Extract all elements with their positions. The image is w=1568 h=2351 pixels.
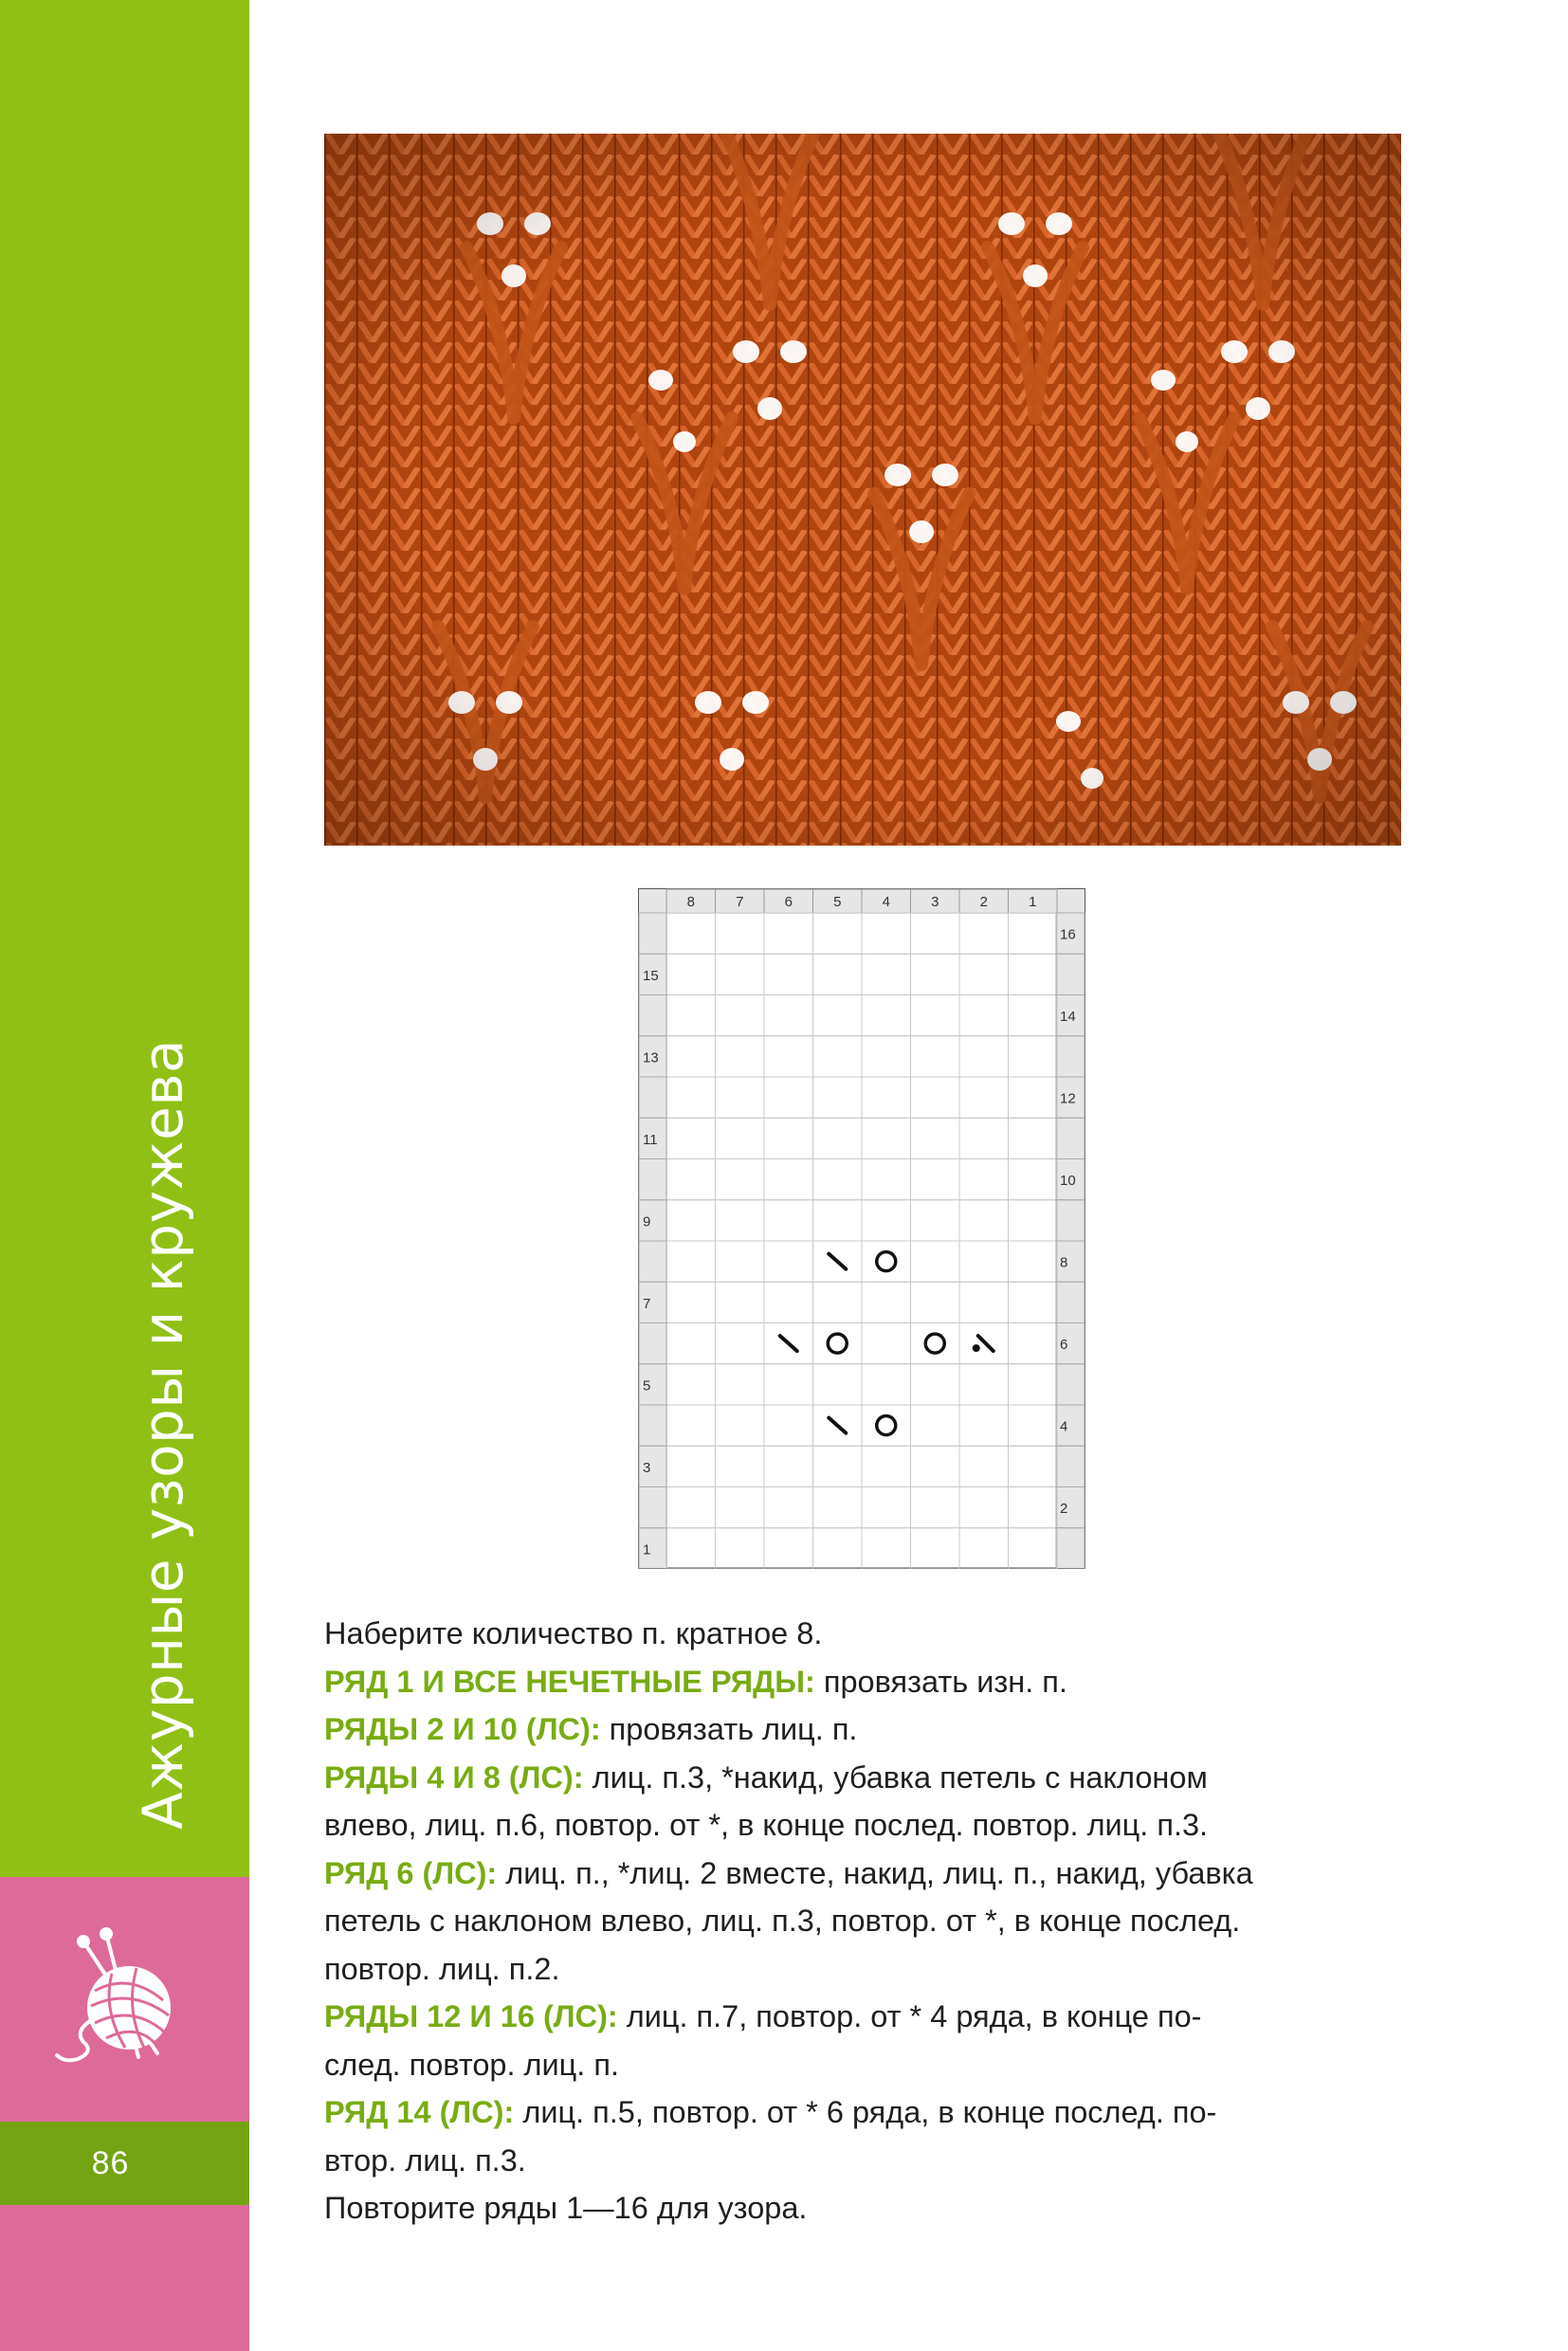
row-2-10-line bbox=[324, 1705, 1414, 1754]
row-label-left: 11 bbox=[643, 1131, 658, 1148]
pattern-instructions bbox=[324, 1610, 1414, 2233]
column-label: 1 bbox=[1029, 894, 1037, 910]
row-6-line bbox=[324, 1850, 1414, 1898]
row-label: РЯДЫ 4 И 8 (ЛС): bbox=[324, 1759, 584, 1795]
row-text: лиц. п.5, повтор. от * 6 ряда, в конце послед. по- bbox=[514, 2095, 1217, 2129]
row-12-16-line bbox=[324, 1993, 1414, 2041]
row-label-right: 6 bbox=[1060, 1337, 1068, 1354]
sidebar-pink-bottom bbox=[0, 2205, 249, 2351]
row-label: РЯД 6 (ЛС): bbox=[324, 1855, 498, 1890]
row-label: РЯД 14 (ЛС): bbox=[324, 2095, 515, 2129]
intro-line: Наберите количество п. кратное 8. bbox=[324, 1616, 823, 1650]
column-label: 7 bbox=[736, 894, 744, 910]
row-label-left: 9 bbox=[643, 1213, 651, 1230]
row-label-right: 16 bbox=[1060, 926, 1076, 943]
row-label-left: 7 bbox=[643, 1295, 651, 1312]
row-text: провязать лиц. п. bbox=[600, 1712, 858, 1746]
row-label-left: 15 bbox=[643, 967, 659, 984]
chart-right-strip bbox=[1056, 889, 1085, 1568]
row-label: РЯДЫ 2 И 10 (ЛС): bbox=[324, 1712, 601, 1746]
row-label-left: 1 bbox=[643, 1541, 651, 1558]
row-text: лиц. п.3, *накид, убавка петель с наклоном bbox=[583, 1759, 1208, 1795]
row-1-line bbox=[324, 1658, 1414, 1706]
row-label-left: 3 bbox=[643, 1459, 651, 1476]
row-label-left: 5 bbox=[643, 1377, 651, 1394]
row-text: лиц. п.7, повтор. от * 4 ряда, в конце по- bbox=[617, 1999, 1202, 2033]
row-text: лиц. п., *лиц. 2 вместе, накид, лиц. п., накид, убавка bbox=[497, 1855, 1253, 1890]
row-label-right: 12 bbox=[1060, 1090, 1076, 1107]
row-label-right: 2 bbox=[1060, 1501, 1068, 1518]
row-label-right: 8 bbox=[1060, 1254, 1068, 1271]
row-4-8-cont: влево, лиц. п.6, повтор. от *, в конце послед. повтор. лиц. п.3. bbox=[324, 1808, 1209, 1842]
outro-line: Повторите ряды 1—16 для узора. bbox=[324, 2191, 808, 2225]
section-title: Ажурные узоры и кружева bbox=[131, 1038, 195, 1830]
row-text: провязать изн. п. bbox=[814, 1664, 1067, 1699]
knitted-lace-photo bbox=[324, 134, 1401, 846]
column-label: 5 bbox=[833, 894, 842, 910]
row-14-cont: втор. лиц. п.3. bbox=[324, 2142, 526, 2178]
page-number: 86 bbox=[91, 2144, 130, 2181]
column-label: 4 bbox=[882, 894, 890, 910]
row-6-cont: повтор. лиц. п.2. bbox=[324, 1951, 560, 1986]
row-label: РЯД 1 И ВСЕ НЕЧЕТНЫЕ РЯДЫ: bbox=[324, 1664, 815, 1699]
yarn-ball-icon bbox=[46, 1924, 188, 2067]
row-label: РЯДЫ 12 И 16 (ЛС): bbox=[324, 1999, 618, 2033]
row-12-16-cont: след. повтор. лиц. п. bbox=[324, 2047, 619, 2082]
row-label-left: 13 bbox=[643, 1049, 659, 1066]
row-14-line bbox=[324, 2088, 1414, 2137]
knitting-chart bbox=[638, 888, 1085, 1569]
row-label-right: 4 bbox=[1060, 1418, 1068, 1435]
row-4-8-line bbox=[324, 1754, 1414, 1802]
column-label: 6 bbox=[784, 894, 793, 910]
column-label: 2 bbox=[979, 894, 988, 910]
row-label-right: 14 bbox=[1060, 1009, 1076, 1026]
column-label: 3 bbox=[931, 894, 939, 910]
row-6-cont: петель с наклоном влево, лиц. п.3, повтор. от *, в конце послед. bbox=[324, 1904, 1241, 1938]
decrease-dot bbox=[973, 1344, 980, 1352]
column-label: 8 bbox=[686, 894, 695, 910]
row-label-right: 10 bbox=[1060, 1173, 1076, 1190]
